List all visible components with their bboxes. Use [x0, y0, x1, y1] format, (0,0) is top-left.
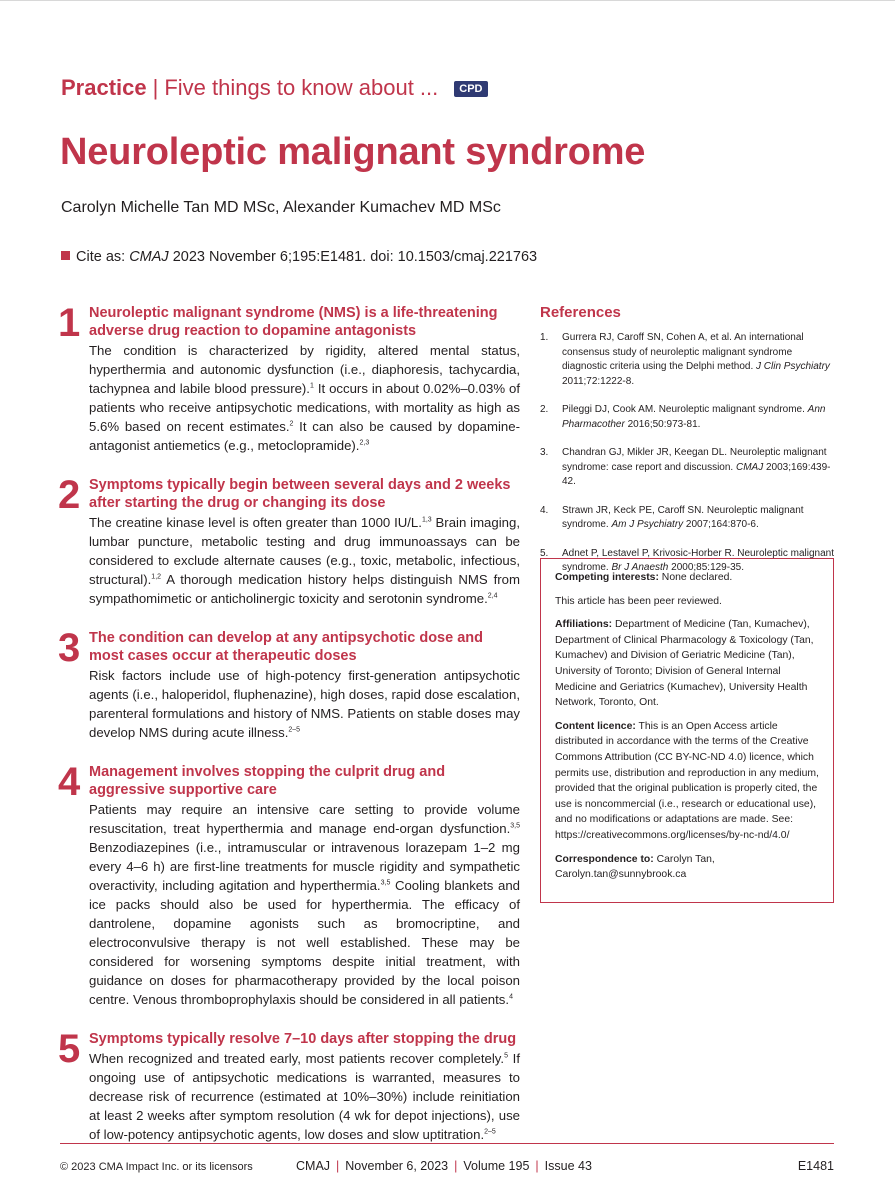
- text-run: Patients may require an intensive care setting to provide volume resuscitation, treat hyperthermia and manage end-organ dysfunction.: [89, 802, 520, 836]
- reference-number: 4.: [540, 504, 549, 516]
- point-body: [89, 666, 520, 742]
- point-number: 3: [58, 626, 81, 670]
- citation-superscript: 2–5: [288, 726, 301, 734]
- reference-text: [562, 447, 831, 487]
- text-run: Risk factors include use of high-potency first-generation antipsychotic agents (i.e., haloperidol, fluphenazine), high doses, rapid dose escalation, parenteral formulations and history of NMS. Patients on stable doses may develop NMS during acute illness.: [89, 668, 520, 740]
- cite-journal: CMAJ: [129, 249, 169, 265]
- article-title: Neuroleptic malignant syndrome: [60, 131, 646, 173]
- italic-text: J Clin Psychiatry: [756, 361, 830, 372]
- footer-page-number: E1481: [797, 1159, 834, 1173]
- key-point: [58, 301, 520, 455]
- text-run: Strawn JR, Keck PE, Caroff SN. Neuroleptic malignant syndrome.: [562, 504, 804, 530]
- correspondence-label: Correspondence to:: [555, 853, 654, 865]
- point-body: [89, 800, 520, 1009]
- header-separator: |: [152, 75, 159, 100]
- text-run: 2007;164:870-6.: [683, 519, 759, 530]
- point-body: [89, 341, 520, 455]
- text-run: Gurrera RJ, Caroff SN, Cohen A, et al. An international consensus study of neuroleptic malignant syndrome diagnostic criteria using the Delphi method.: [562, 332, 804, 372]
- point-heading: The condition can develop at any antipsychotic dose and most cases occur at therapeutic doses: [89, 630, 483, 664]
- key-point: [58, 473, 520, 608]
- italic-text: Am J Psychiatry: [611, 519, 684, 530]
- licence-text: This is an Open Access article distributed in accordance with the terms of the Creative Commons Attribution (CC BY-NC-ND 4.0) licence, which permits use, distribution and reproduction in any medium, provided that the original publication is properly cited, the use is noncommercial (i.e., research or educational use), and no modifications or adaptations are made. See: https://creativecommons.org/licenses/by-nc-nd/4.0/: [555, 720, 819, 841]
- citation-superscript: 5: [504, 1052, 508, 1060]
- point-body: [89, 1049, 520, 1144]
- point-body: [89, 513, 520, 608]
- footer-separator: |: [535, 1159, 539, 1173]
- cite-details: 2023 November 6;195:E1481. doi: 10.1503/cmaj.221763: [172, 249, 538, 265]
- point-heading: Symptoms typically begin between several days and 2 weeks after starting the drug or changing its dose: [89, 477, 511, 511]
- text-run: 2016;50:973-81.: [624, 418, 701, 430]
- cite-prefix: Cite as:: [76, 249, 126, 265]
- text-run: If ongoing use of antipsychotic medications is warranted, measures to decrease risk of recurrence (estimated at 10%–30%) include reinitiation at least 2 weeks after symptom resolution (4 wk for depot injections), use of low-potency antipsychotic agents, low doses and slow uptitration.: [89, 1051, 520, 1142]
- citation-superscript: 1: [309, 382, 314, 390]
- reference-item: [540, 504, 836, 533]
- point-number: 4: [58, 760, 81, 804]
- reference-number: 1.: [540, 332, 549, 343]
- peer-review-note: This article has been peer reviewed.: [555, 595, 722, 607]
- text-run: A thorough medication history helps distinguish NMS from sympathomimetic or anticholinergic toxicity and serotonin syndrome.: [89, 572, 520, 606]
- key-point: [58, 1027, 520, 1144]
- competing-interests-text: None declared.: [658, 572, 733, 583]
- italic-text: Ann Pharmacother: [562, 404, 826, 430]
- competing-interests: [555, 570, 821, 586]
- reference-item: [540, 331, 836, 389]
- text-run: 2003;169:439-42.: [562, 461, 831, 487]
- text-run: 2011;72:1222-8.: [562, 375, 635, 387]
- section-name: Practice: [61, 75, 147, 100]
- citation-superscript: 2,4: [487, 592, 498, 600]
- competing-interests-label: Competing interests:: [555, 572, 659, 583]
- citation-superscript: 4: [509, 993, 513, 1001]
- content-licence: [555, 719, 821, 844]
- footer-journal-info: [296, 1159, 592, 1174]
- reference-text: [562, 404, 825, 430]
- reference-text: [562, 332, 830, 387]
- point-number: 5: [58, 1027, 81, 1071]
- text-run: The condition is characterized by rigidity, altered mental status, hyperthermia and autonomic dysfunction (i.e., diaphoresis, tachycardia, tachypnea and labile blood pressure).: [89, 343, 520, 396]
- references-section: [540, 304, 836, 590]
- references-heading: References: [540, 304, 621, 321]
- italic-text: CMAJ: [735, 461, 764, 473]
- top-rule: [0, 0, 895, 1]
- correspondence: [555, 852, 821, 883]
- footer-date: November 6, 2023: [345, 1159, 449, 1173]
- text-run: It can also be caused by dopamine-antagonist antiemetics (e.g., metoclopramide).: [89, 419, 520, 453]
- text-run: When recognized and treated early, most patients recover completely.: [89, 1051, 505, 1066]
- reference-item: [540, 403, 836, 432]
- key-point: [58, 626, 520, 742]
- footer-separator: |: [336, 1159, 340, 1173]
- affiliations: [555, 617, 821, 711]
- point-heading: Symptoms typically resolve 7–10 days after stopping the drug: [89, 1031, 517, 1047]
- text-run: Brain imaging, lumbar puncture, metabolic testing and drug immunoassays can be considered to exclude alternate causes (e.g., toxic, metabolic, infectious, structural).: [89, 515, 520, 587]
- text-run: Adnet P, Lestavel P, Krivosic-Horber R. Neuroleptic malignant syndrome.: [562, 547, 834, 573]
- footer-issue: Issue 43: [544, 1159, 592, 1173]
- footer-rule: [60, 1143, 834, 1144]
- square-bullet-icon: [61, 251, 70, 260]
- footer-volume: Volume 195: [463, 1159, 530, 1173]
- key-point: [58, 760, 520, 1009]
- text-run: The creatine kinase level is often greater than 1000 IU/L.: [89, 515, 422, 530]
- footer-separator: |: [454, 1159, 458, 1173]
- citation-superscript: 3,5: [380, 879, 391, 887]
- citation-superscript: 2: [289, 420, 294, 428]
- reference-number: 3.: [540, 447, 549, 458]
- reference-item: [540, 446, 836, 490]
- affiliations-label: Affiliations:: [555, 619, 613, 631]
- footer-copyright: © 2023 CMA Impact Inc. or its licensors: [60, 1161, 253, 1173]
- correspondence-text: Carolyn Tan, Carolyn.tan@sunnybrook.ca: [555, 853, 715, 881]
- point-heading: Neuroleptic malignant syndrome (NMS) is a life-threatening adverse drug reaction to dopamine antagonists: [89, 305, 498, 339]
- article-info-box: [540, 558, 834, 903]
- citation-line: [61, 248, 537, 266]
- footer-journal: CMAJ: [296, 1159, 331, 1173]
- text-run: Cooling blankets and ice packs should also be used for hyperthermia. The efficacy of dantrolene, dopamine agonists such as bromocriptine, and electroconvulsive therapy is not well established. These may be considered for worsening symptoms despite initial treatment, with guidance on doses for pharmacotherapy provided by the local poison centre. Venous thromboprophylaxis should be considered in all patients.: [89, 878, 520, 1007]
- text-run: Chandran GJ, Mikler JR, Keegan DL. Neuroleptic malignant syndrome: case report and discussion.: [562, 447, 827, 473]
- point-number: 1: [58, 301, 81, 345]
- point-heading: Management involves stopping the culprit drug and aggressive supportive care: [89, 764, 446, 798]
- text-run: It occurs in about 0.02%–0.03% of patients who receive antipsychotic medications, with mortality as high as 5.6% based on recent estimates.: [89, 381, 520, 434]
- text-run: 2000;85:129-35.: [668, 562, 744, 573]
- point-number: 2: [58, 473, 81, 517]
- reference-number: 5.: [540, 547, 549, 559]
- italic-text: Br J Anaesth: [611, 562, 669, 573]
- series-name: Five things to know about ...: [164, 75, 439, 100]
- citation-superscript: 2,3: [359, 439, 370, 447]
- reference-text: [562, 505, 804, 531]
- reference-number: 2.: [540, 404, 549, 415]
- author-list: Carolyn Michelle Tan MD MSc, Alexander Kumachev MD MSc: [61, 199, 501, 216]
- affiliations-text: Department of Medicine (Tan, Kumachev), Department of Clinical Pharmacology & Toxicology (Tan, Kumachev) and Division of Geriatric Medicine (Tan), University of Toronto; Division of General Internal Medicine and Geriatrics (Kumachev), University Health Network, Toronto, Ont.: [555, 619, 814, 709]
- section-header: [61, 74, 488, 102]
- citation-superscript: 3,5: [510, 822, 520, 830]
- text-run: Benzodiazepines (i.e., intramuscular or intravenous lorazepam 1–2 mg every 4–6 h) are first-line treatments for muscle rigidity and sympathetic overactivity, including agitation and hyperthermia.: [89, 840, 520, 893]
- citation-superscript: 1,2: [151, 573, 162, 581]
- citation-superscript: 2–5: [484, 1128, 496, 1136]
- cpd-badge: CPD: [454, 81, 487, 97]
- text-run: Pileggi DJ, Cook AM. Neuroleptic malignant syndrome.: [562, 404, 808, 415]
- citation-superscript: 1,3: [421, 516, 432, 524]
- licence-label: Content licence:: [555, 720, 636, 732]
- key-points: [58, 301, 520, 1165]
